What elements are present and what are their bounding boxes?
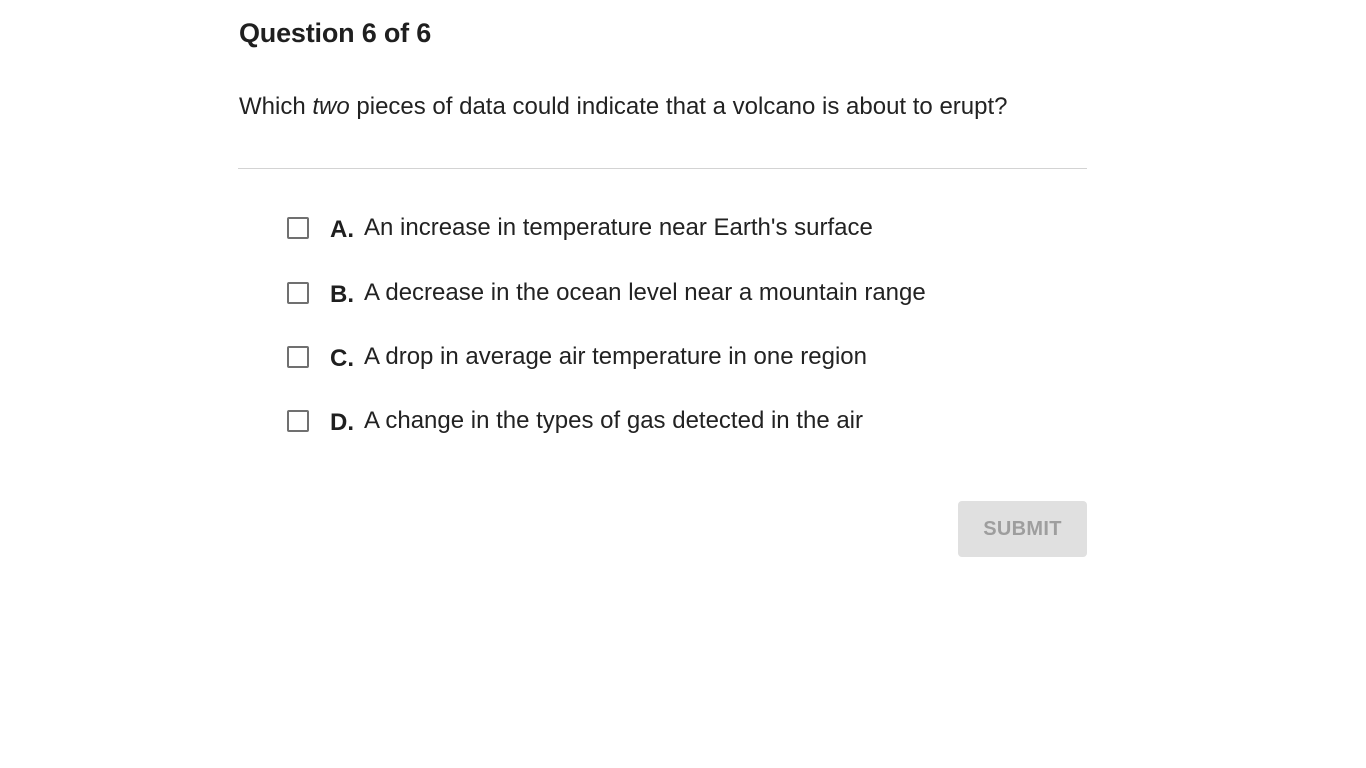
prompt-emphasis: two xyxy=(312,93,350,120)
prompt-text-end: pieces of data could indicate that a volcano is about to erupt? xyxy=(349,93,1008,120)
option-letter-b: B. xyxy=(330,281,354,308)
checkbox-b[interactable] xyxy=(287,282,309,304)
option-letter-d: D. xyxy=(330,409,354,436)
option-letter-c: C. xyxy=(330,345,354,372)
answer-option-d[interactable] xyxy=(287,404,863,438)
prompt-text-start: Which xyxy=(239,93,313,120)
option-text-c: A drop in average air temperature in one region xyxy=(364,343,867,370)
submit-button[interactable]: SUBMIT xyxy=(958,501,1087,557)
option-text-d: A change in the types of gas detected in the air xyxy=(364,407,864,434)
checkbox-d[interactable] xyxy=(287,410,309,432)
question-heading: Question 6 of 6 xyxy=(239,18,432,48)
option-text-b: A decrease in the ocean level near a mountain range xyxy=(364,279,926,306)
answer-option-b[interactable] xyxy=(287,276,926,310)
question-prompt xyxy=(239,93,1008,121)
checkbox-a[interactable] xyxy=(287,217,309,239)
option-text-a: An increase in temperature near Earth's surface xyxy=(364,214,873,241)
answer-option-c[interactable] xyxy=(287,340,867,374)
answer-option-a[interactable] xyxy=(287,211,873,245)
checkbox-c[interactable] xyxy=(287,346,309,368)
option-letter-a: A. xyxy=(330,216,354,243)
divider xyxy=(238,168,1087,169)
